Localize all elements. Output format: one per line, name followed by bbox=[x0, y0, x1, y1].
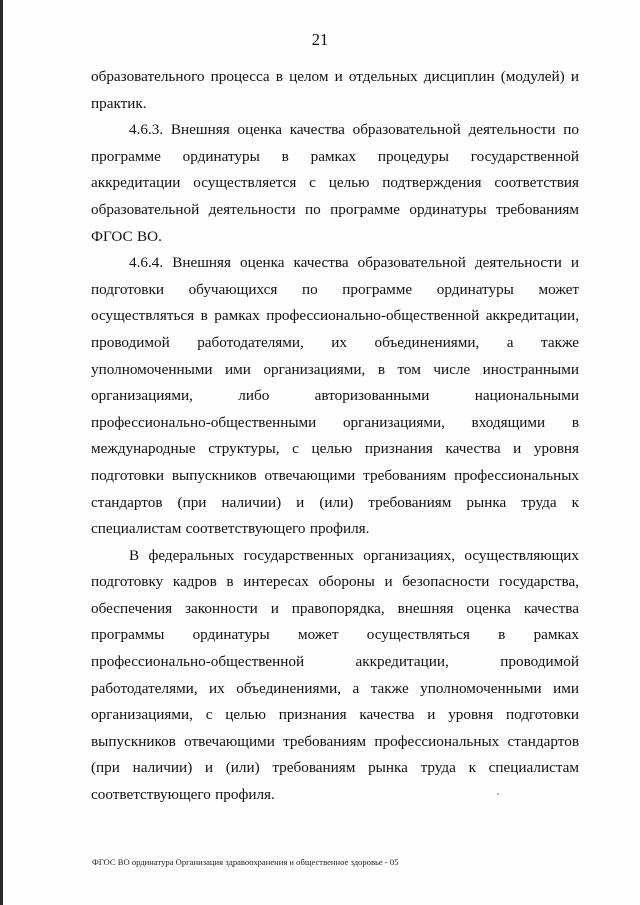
paragraph-clause-4-6-4: 4.6.4. Внешняя оценка качества образовательной деятельности и подготовки обучающихся по программе ординатуры может осуществляться в рамках профессионально-общественной аккредитации, проводимой работодателями, их объединениями, а также уполномоченными ими организациями, в том числе иностранными организациями, либо авторизованными национальными профессионально-общественными организациями, входящими в международные структуры, с целью признания качества и уровня подготовки выпускников отвечающими требованиям профессиональных стандартов (при наличии) и (или) требованиям рынка труда к специалистам соответствующего профиля. bbox=[91, 254, 579, 538]
page-footer: ФГОС ВО ординатура Организация здравоохранения и общественное здоровье - 05 bbox=[92, 857, 399, 867]
paragraph-clause-4-6-3: 4.6.3. Внешняя оценка качества образовательной деятельности по программе ординатуры в рамках процедуры государственной аккредитации осуществляется с целью подтверждения соответствия образовательной деятельности по программе ординатуры требованиям ФГОС ВО. bbox=[91, 121, 579, 245]
scan-speck bbox=[497, 793, 499, 795]
document-body bbox=[91, 64, 579, 809]
paragraph-continuation: образовательного процесса в целом и отдельных дисциплин (модулей) и практик. bbox=[91, 68, 579, 112]
page-number: 21 bbox=[311, 30, 329, 49]
paragraph-federal-organizations: В федеральных государственных организациях, осуществляющих подготовку кадров в интересах обороны и безопасности государства, обеспечения законности и правопорядка, внешняя оценка качества программы ординатуры может осуществляться в рамках профессионально-общественной аккредитации, проводимой работодателями, их объединениями, а также уполномоченными ими организациями, с целью признания качества и уровня подготовки выпускников отвечающими требованиям профессиональных стандартов (при наличии) и (или) требованиям рынка труда к специалистам соответствующего профиля. bbox=[91, 546, 579, 804]
scan-left-edge bbox=[0, 0, 3, 905]
